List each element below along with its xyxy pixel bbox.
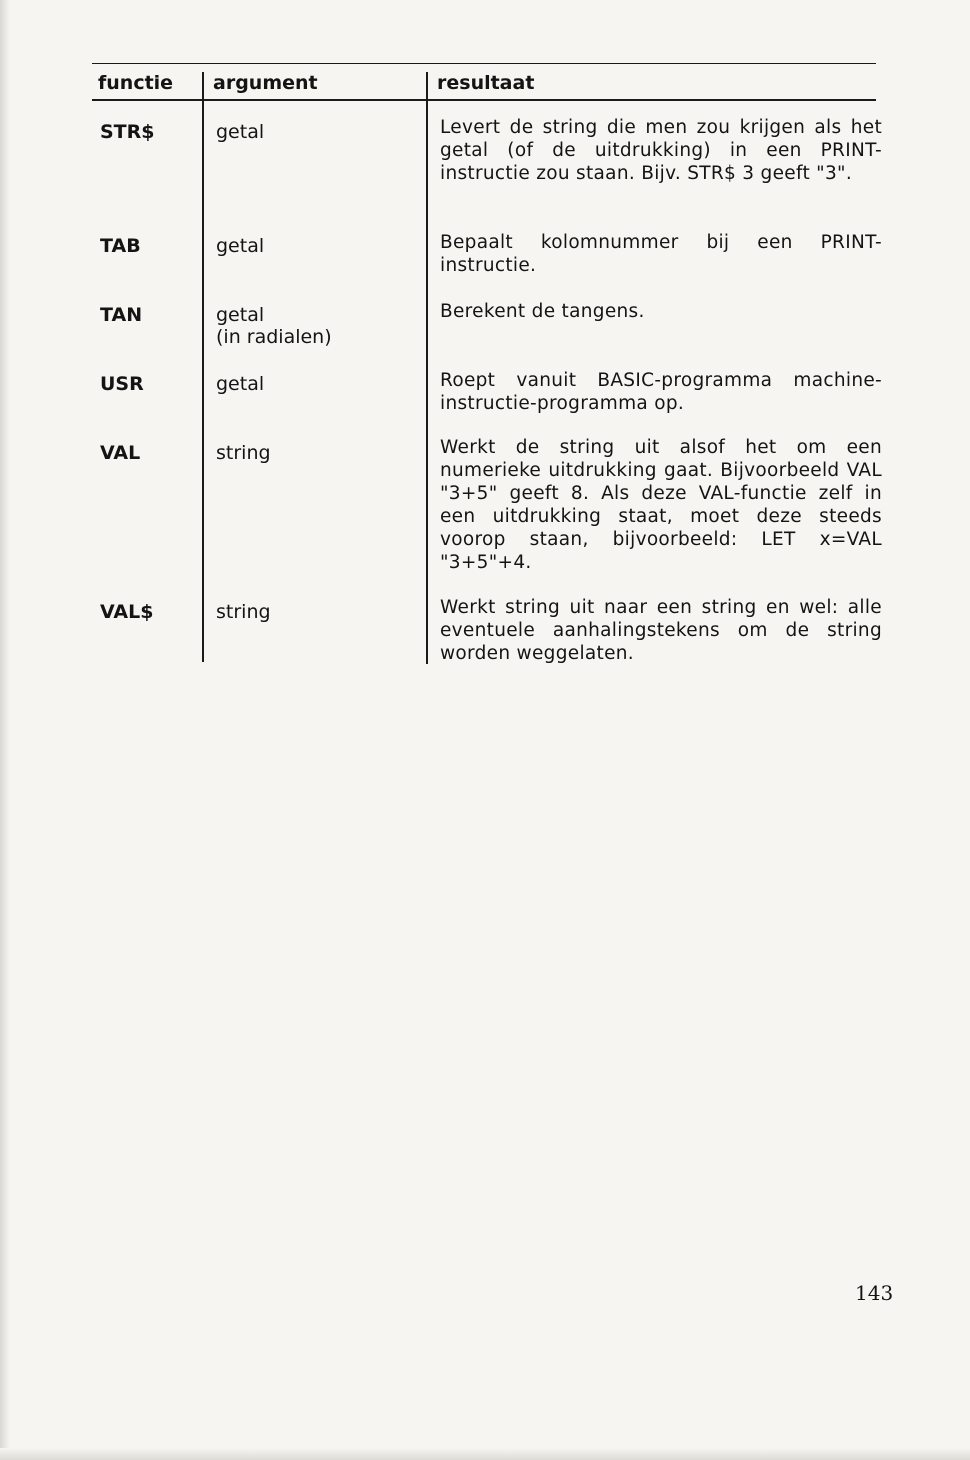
header-argument: argument — [213, 72, 318, 94]
row-function: VAL — [100, 442, 141, 464]
page-number: 143 — [855, 1281, 894, 1305]
row-result: Roept vanuit BASIC-programma machine-instructie-programma op. — [440, 370, 882, 414]
row-argument: getal — [216, 373, 265, 395]
table-top-rule — [92, 63, 876, 64]
table-header-rule — [92, 99, 876, 101]
row-result: Bepaalt kolomnummer bij een PRINT-instructie. — [440, 232, 882, 276]
row-argument: getal — [216, 304, 265, 326]
row-function: TAN — [100, 304, 143, 326]
row-function: TAB — [100, 235, 141, 257]
column-divider-2 — [426, 72, 428, 664]
row-result: Berekent de tangens. — [440, 301, 645, 322]
row-function: STR$ — [100, 121, 155, 143]
row-function: VAL$ — [100, 601, 154, 623]
paper-edge — [0, 0, 10, 1460]
header-function: functie — [98, 72, 174, 94]
row-result: Werkt de string uit alsof het om een numerieke uitdrukking gaat. Bijvoorbeeld VAL "3+5" geeft 8. Als deze VAL-functie zelf in een uitdrukking staat, moet deze steeds voorop staan, bijvoorbeeld: LET x=VAL "3+5"+4. — [440, 437, 882, 573]
column-divider-1 — [202, 72, 204, 662]
row-argument: string — [216, 442, 271, 464]
row-result: Levert de string die men zou krijgen als het getal (of de uitdrukking) in een PRINT-instructie zou staan. Bijv. STR$ 3 geeft "3". — [440, 117, 882, 184]
paper-bottom-edge — [0, 1448, 970, 1460]
row-argument-note: (in radialen) — [216, 326, 332, 348]
row-result: Werkt string uit naar een string en wel: alle eventuele aanhalingstekens om de string worden weggelaten. — [440, 597, 882, 664]
row-function: USR — [100, 373, 144, 395]
row-argument: getal — [216, 121, 265, 143]
row-argument: getal — [216, 235, 265, 257]
header-result: resultaat — [437, 72, 535, 94]
row-argument: string — [216, 601, 271, 623]
